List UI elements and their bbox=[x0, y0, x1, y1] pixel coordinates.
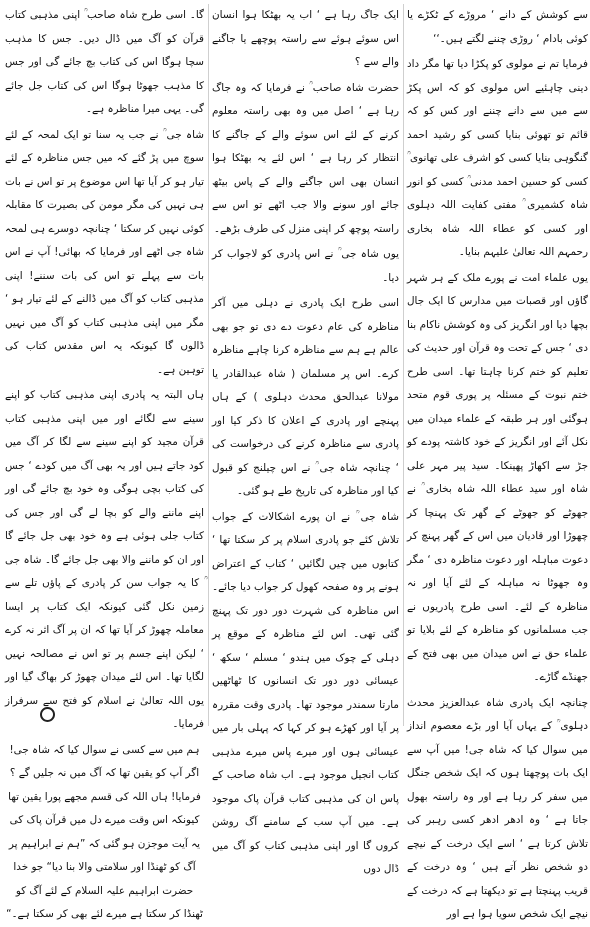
text-column-right bbox=[407, 4, 588, 920]
paragraph: ہم میں سے کسی نے سوال کیا کہ شاہ جی! اگر آپ کو یقین تھا کہ آگ میں نہ جلیں گے ؟ فرمایا! ہاں اللہ کی قسم مجھے پورا یقین تھا کیونکہ اس وقت میرے دل میں قرآن پاک کی یہ آیت موجزن ہو گئی کہ ”ہم نے ابراہیم پر آگ کو ٹھنڈا اور سلامتی والا بنا دیا“ جو خدا حضرت ابراہیم علیہ السلام کے لئے آگ کو ٹھنڈا کر سکتا ہے میرے لئے بھی کر سکتا ہے۔“ bbox=[6, 743, 203, 920]
paragraph: چنانچہ ایک پادری شاہ عبدالعزیز محدث دہلوی ؒ کے یہاں آیا اور بڑے معصوم انداز میں سوال کیا کہ شاہ جی! میں آپ سے ایک بات پوچھتا ہوں کہ ایک شخص جنگل میں سفر کر رہا ہے اور وہ راستہ بھول جاتا ہے ‘ وہ ادھر ادھر کسی رہبر کی تلاش کرتا ہے ‘ اسے ایک درخت کے نیچے دو شخص نظر آتے ہیں ‘ وہ درخت کے قریب پہنچتا ہے تو دیکھتا ہے کہ درخت کے نیچے ایک شخص سویا ہوا ہے اور bbox=[407, 696, 588, 920]
paragraph: ہاں البتہ یہ پادری اپنی مذہبی کتاب کو اپنے سینے سے لگائے اور میں اپنی مذہبی کتاب قرآن مجید کو اپنے سینے سے لگا کر آگ میں کود جاتے ہیں اور یہ بھی آگ میں کودے ‘ جس کی کتاب بچی ہوگی وہ خود بچ جائے گی اور اپنے ماننے والے کو بچا لے گی اور جس کی کتاب جلی ہوئی ہے وہ خود بھی جل جائے گا اور ان کو ماننے والا بھی جل جائے گا۔ شاہ جی ؒ کا یہ جواب سن کر پادری کے پاؤں تلے سے زمین نکل گئی کیونکہ ایک کتاب پر ایسا معاملہ چھوڑ کر آیا تھا کہ ان پر آگ اثر نہ کرے ‘ لیکن اپنے جسم پر تو اس نے مصالحہ نہیں لگایا تھا۔ اس لئے میدان چھوڑ کر بھاگ گیا اور یوں اللہ تعالیٰ نے اسلام کو فتح سے سرفراز فرمایا۔ bbox=[5, 389, 204, 730]
paragraph: یوں علماء امت نے پورے ملک کے ہر شہر گاؤں اور قصبات میں مدارس کا ایک جال بچھا دیا اور انگریز کی وہ کوشش ناکام بنا دی ‘ جس کے تحت وہ قرآن اور حدیث کی تعلیم کو ختم کرنا چاہتا تھا۔ اسی طرح ختم نبوت کے مسئلہ پر پوری قوم متحد ہوگئی اور ہر طبقہ کے علماء میدان میں نکل آئے اور انگریز کے خود کاشتہ پودے کو جڑ سے اکھاڑ پھینکا۔ سید پیر مہر علی شاہ اور سید عطاء اللہ شاہ بخاری ؒ نے جھوٹے کو جھوٹے کے گھر تک پہنچا کر چھوڑا اور قادیان میں اس کے گھر پہنچ کر دعوت مباہلہ اور دعوت مناظرہ دی ‘ مگر وہ جھوٹا نہ مباہلہ کے لئے آیا اور نہ مناظرہ کے لئے۔ اسی طرح پادریوں نے جب مسلمانوں کو مناظرہ کے لئے بلایا تو علماء حق نے اس میدان میں بھی فتح کے جھنڈے گاڑے۔ bbox=[407, 271, 588, 683]
paragraph: ایک جاگ رہا ہے ‘ اب یہ بھٹکا ہوا انسان اس سوئے ہوئے سے راستہ پوچھے یا جاگنے والے سے ؟ bbox=[212, 9, 399, 68]
paragraph: سے کوشش کے دانے ‘ مروڑے کے ٹکڑے یا کوئی بادام ‘ روڑی چننے لگتے ہیں۔‘‘ bbox=[407, 9, 588, 45]
paragraph: اسی طرح ایک پادری نے دہلی میں آکر مناظرہ کی عام دعوت دے دی تو جو بھی عالم ہے ہم سے مناظرہ کرنا چاہے مناظرہ کرے۔ اس پر مسلمان ( شاہ عبدالقادر یا مولانا عبدالحق محدث دہلوی ) کے ہاں پہنچے اور پادری کے اعلان کا ذکر کیا اور پادری سے مناظرہ کرنے کی درخواست کی ‘ چنانچہ شاہ جی ؒ نے اس چیلنج کو قبول کیا اور مناظرہ کی تاریخ طے ہو گئی۔ bbox=[212, 297, 399, 497]
paragraph: حضرت شاہ صاحب ؒ نے فرمایا کہ وہ جاگ رہا ہے ‘ اصل میں وہ بھی راستہ معلوم کرنے کے لئے اس سوئے والے کے جاگنے کا انتظار کر رہا ہے ‘ اس لئے یہ بھٹکا ہوا انسان بھی اس جاگنے والے کے پاس بیٹھ جائے اور سونے والا جب اٹھے تو اس سے راستہ پوچھ کر اپنی منزل کی طرف بڑھے۔ bbox=[212, 81, 399, 235]
column-divider bbox=[208, 4, 209, 726]
text-column-left bbox=[5, 4, 204, 920]
text-column-middle bbox=[212, 4, 399, 875]
paragraph: فرمایا تم نے مولوی کو پکڑا دیا تھا مگر داد دینی چاہئیے اس مولوی کو کہ اس پکڑ سے میں سے دانے چننے اور کس کو کہ قائم تو تھوئی بنایا کسی کو رشید احمد گنگوہی بنایا کسی کو اشرف علی تھانوی ؒ کسی کو حسین احمد مدنی ؒ کسی کو انور شاہ کشمیری ؒ مفتی کفایت اللہ دہلوی اور کسی کو عطاء اللہ شاہ بخاری رحمہم اللہ تعالیٰ علیہم بنایا۔ bbox=[407, 58, 588, 258]
paragraph: یوں شاہ جی ؒ نے اس پادری کو لاجواب کر دیا۔ bbox=[212, 248, 399, 284]
page-end-circle-icon bbox=[40, 707, 55, 722]
paragraph: شاہ جی ؒ نے جب یہ سنا تو ایک لمحہ کے لئے سوچ میں پڑ گئے کہ میں جس مناظرہ کے لئے تیار ہو کر آیا تھا اس موضوع پر تو اس نے بات ہی نہیں کی مگر مومن کی بصیرت کا مقابلہ کوئی نہیں کر سکتا ‘ چنانچہ دوسرے ہی لمحہ شاہ جی اٹھے اور فرمایا کہ بھائی! آپ نے اس بات سے پہلے تو اس کی بات سننے! اپنی مذہبی کتاب کو آگ میں ڈالنے کے لئے تیار ہو ‘ مگر میں اپنی مذہبی کتاب کو آگ میں نہیں ڈالوں گا کیونکہ یہ اس مقدس کتاب کی توہین ہے۔ bbox=[5, 128, 204, 376]
paragraph: شاہ جی ؒ نے ان پورے اشکالات کے جواب تلاش کئے جو پادری اسلام پر کر سکتا تھا ‘ کتابوں میں چیں لگائیں ‘ کتاب کے اعتراض ہونے پر وہ صفحہ کھول کر جواب دیا جائے۔ اس مناظرہ کی شہرت دور دور تک پہنچ گئی تھی۔ اس لئے مناظرہ کے موقع پر دہلی کے چوک میں ہندو ‘ مسلم ‘ سکھ ‘ عیسائی دور دور تک انسانوں کا ٹھاٹھیں مارتا سمندر موجود تھا۔ پادری وقت مقررہ پر آیا اور کھڑے ہو کر کہا کہ پہلی بار میں عیسائی ہوں اور میرے پاس میرے مذہبی کتاب انجیل موجود ہے۔ اب شاہ صاحب کے پاس ان کی مذہبی کتاب قرآن پاک موجود ہے۔ میں آپ سب کے سامنے آگ روشن کروں گا اور اپنی مذہبی کتاب کو آگ میں ڈال دوں bbox=[212, 510, 399, 875]
column-divider bbox=[403, 4, 404, 726]
paragraph: گا۔ اسی طرح شاہ صاحب ؒ اپنی مذہبی کتاب قرآن کو آگ میں ڈال دیں۔ جس کا مذہب سچا ہوگا اس کی کتاب بچ جائے گی اور جس کا مذہب جھوٹا ہوگا اس کی کتاب جل جائے گی۔ یہی میرا مناظرہ ہے۔ bbox=[5, 9, 204, 115]
